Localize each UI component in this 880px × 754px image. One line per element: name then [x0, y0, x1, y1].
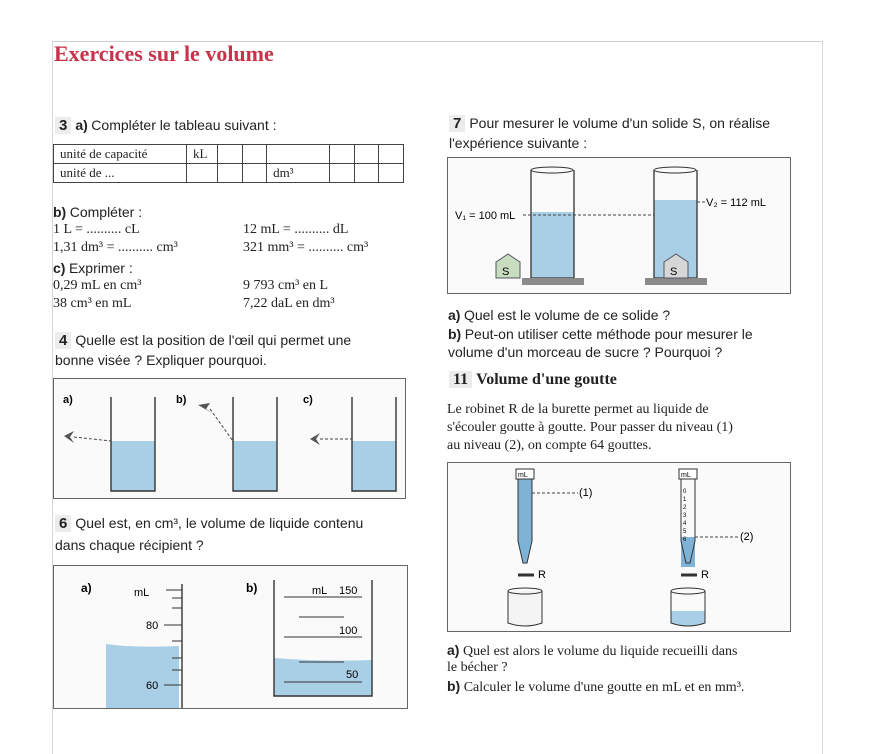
unit-label: mL: [134, 587, 150, 599]
cylinder-rim: [654, 167, 696, 173]
scale-label: 4: [683, 521, 687, 527]
ex11-a-line2: le bécher ?: [447, 660, 508, 675]
ex4-text-line2: bonne visée ? Expliquer pourquoi.: [55, 352, 267, 368]
unit-label: mL: [681, 472, 691, 479]
list-item: 38 cm³ en mL: [53, 296, 132, 311]
ex7-number: 7: [449, 115, 465, 132]
list-item: 321 mm³ = .......... cm³: [243, 240, 369, 255]
ex11-panel: [447, 462, 791, 632]
ex3-number: 3: [55, 117, 71, 134]
ex7-heading: [449, 114, 770, 134]
liquid: [111, 441, 155, 491]
ex6-text-line2: dans chaque récipient ?: [55, 537, 204, 553]
list-item: 7,22 daL en dm³: [243, 296, 335, 311]
ex11-a-label: a): [447, 642, 460, 658]
ex3-a-text: Compléter le tableau suivant :: [91, 117, 277, 133]
table-row: [54, 164, 404, 183]
table-cell: [242, 145, 267, 164]
table-cell: [242, 164, 267, 183]
scale-label: 6: [683, 537, 687, 543]
ex6-heading: [55, 514, 363, 534]
unit-label: mL: [312, 585, 328, 597]
burette-illustration: [448, 463, 790, 631]
ex11-heading: [449, 371, 617, 389]
ex3-b-heading: [53, 203, 142, 223]
table-cell: unité de capacité: [54, 145, 187, 164]
ex11-question-a: [447, 641, 737, 661]
level1-label: (1): [579, 487, 593, 499]
table-cell: [379, 164, 404, 183]
table-row: [54, 145, 404, 164]
beaker-rim: [671, 588, 705, 594]
ex11-title: Volume d'une goutte: [476, 371, 617, 388]
solid-label: S: [502, 266, 510, 278]
level2-label: (2): [740, 531, 754, 543]
ex11-paragraph-line3: au niveau (2), on compte 64 gouttes.: [447, 438, 652, 453]
ex3-a-label: a): [75, 117, 88, 133]
solid-label: S: [670, 266, 678, 278]
scale-label: 3: [683, 513, 687, 519]
ex3-c-text: Exprimer :: [68, 260, 133, 276]
label-a: a): [81, 581, 92, 595]
eye-icon: [310, 433, 320, 445]
label-b: b): [246, 581, 258, 595]
ex3-b-label: b): [53, 204, 67, 220]
ex7-b-text-line1: Peut-on utiliser cette méthode pour mesurer le: [464, 326, 753, 342]
scale-label: 1: [683, 497, 687, 503]
ex7-panel: [447, 157, 791, 294]
tap-label: R: [701, 569, 709, 581]
list-item: 0,29 mL en cm³: [53, 278, 142, 293]
ex7-text-line2: l'expérience suivante :: [449, 135, 588, 151]
ex11-paragraph-line1: Le robinet R de la burette permet au liquide de: [447, 402, 709, 417]
cylinder-base: [522, 278, 584, 285]
table-cell: [187, 164, 218, 183]
liquid: [671, 611, 705, 626]
ex4-text-line1: Quelle est la position de l'œil qui permet une: [75, 332, 352, 348]
table-cell: dm³: [267, 164, 330, 183]
ex11-b-text: Calculer le volume d'une goutte en mL et en mm³.: [463, 680, 745, 695]
scale-label: 5: [683, 529, 687, 535]
sight-line: [74, 437, 111, 441]
liquid: [233, 441, 277, 491]
v1-label: V₁ = 100 mL: [455, 210, 516, 222]
table-cell: [218, 145, 243, 164]
eye-icon: [64, 431, 74, 443]
list-item: 1,31 dm³ = .......... cm³: [53, 240, 178, 255]
liquid: [352, 441, 396, 491]
ex7-a-text: Quel est le volume de ce solide ?: [463, 307, 671, 323]
ex11-a-line1: Quel est alors le volume du liquide recueilli dans: [462, 644, 738, 659]
table-cell: [267, 145, 330, 164]
list-item: 1 L = .......... cL: [53, 222, 140, 237]
cylinder-rim: [531, 167, 573, 173]
ex4-heading: [55, 331, 351, 351]
ex3-b-text: Compléter :: [69, 204, 143, 220]
beaker: [508, 591, 542, 626]
ex4-panel: [53, 378, 406, 499]
tick-label: 50: [346, 669, 359, 681]
cylinder-base: [645, 278, 707, 285]
page-title: Exercices sur le volume: [54, 41, 274, 66]
tick-label: 150: [339, 585, 358, 597]
ex7-question-b: [448, 325, 753, 345]
table-cell: [379, 145, 404, 164]
ex3-heading: [55, 116, 277, 136]
table-cell: [218, 164, 243, 183]
displacement-illustration: [448, 158, 790, 293]
eye-icon: [198, 403, 212, 413]
ex7-text-line1: Pour mesurer le volume d'un solide S, on réalise: [469, 115, 771, 131]
ex6-text-line1: Quel est, en cm³, le volume de liquide contenu: [75, 515, 364, 531]
table-cell: [354, 164, 379, 183]
table-cell: kL: [187, 145, 218, 164]
ex3-c-heading: [53, 259, 133, 279]
unit-label: mL: [518, 472, 528, 479]
table-cell: unité de ...: [54, 164, 187, 183]
measuring-illustration: [54, 566, 407, 708]
ex11-paragraph-line2: s'écouler goutte à goutte. Pour passer du niveau (1): [447, 420, 733, 435]
liquid: [106, 644, 179, 708]
burette: [518, 477, 532, 563]
ex11-b-label: b): [447, 678, 461, 694]
tap-label: R: [538, 569, 546, 581]
label-a: a): [63, 394, 73, 406]
tick-label: 60: [146, 680, 159, 692]
ex7-question-a: [448, 306, 670, 326]
table-cell: [330, 164, 355, 183]
table-cell: [330, 145, 355, 164]
tick-label: 100: [339, 625, 358, 637]
liquid: [531, 212, 574, 278]
ex7-b-text-line2: volume d'un morceau de sucre ? Pourquoi ?: [448, 344, 723, 360]
units-table: [53, 144, 404, 183]
v2-label: V₂ = 112 mL: [706, 197, 767, 209]
ex3-c-label: c): [53, 260, 66, 276]
ex6-panel: [53, 565, 408, 709]
sight-line: [210, 409, 233, 441]
label-c: c): [303, 394, 313, 406]
scale-label: 2: [683, 505, 687, 511]
list-item: 9 793 cm³ en L: [243, 278, 329, 293]
ex6-number: 6: [55, 515, 71, 532]
tick-label: 80: [146, 620, 159, 632]
ex11-question-b: [447, 677, 744, 697]
list-item: 12 mL = .......... dL: [243, 222, 349, 237]
label-b: b): [176, 394, 187, 406]
ex7-a-label: a): [448, 307, 461, 323]
scale-label: 0: [683, 489, 687, 495]
table-cell: [354, 145, 379, 164]
ex11-number: 11: [449, 371, 472, 388]
ex4-number: 4: [55, 332, 71, 349]
ex7-b-label: b): [448, 326, 462, 342]
eye-position-illustration: [54, 379, 405, 498]
